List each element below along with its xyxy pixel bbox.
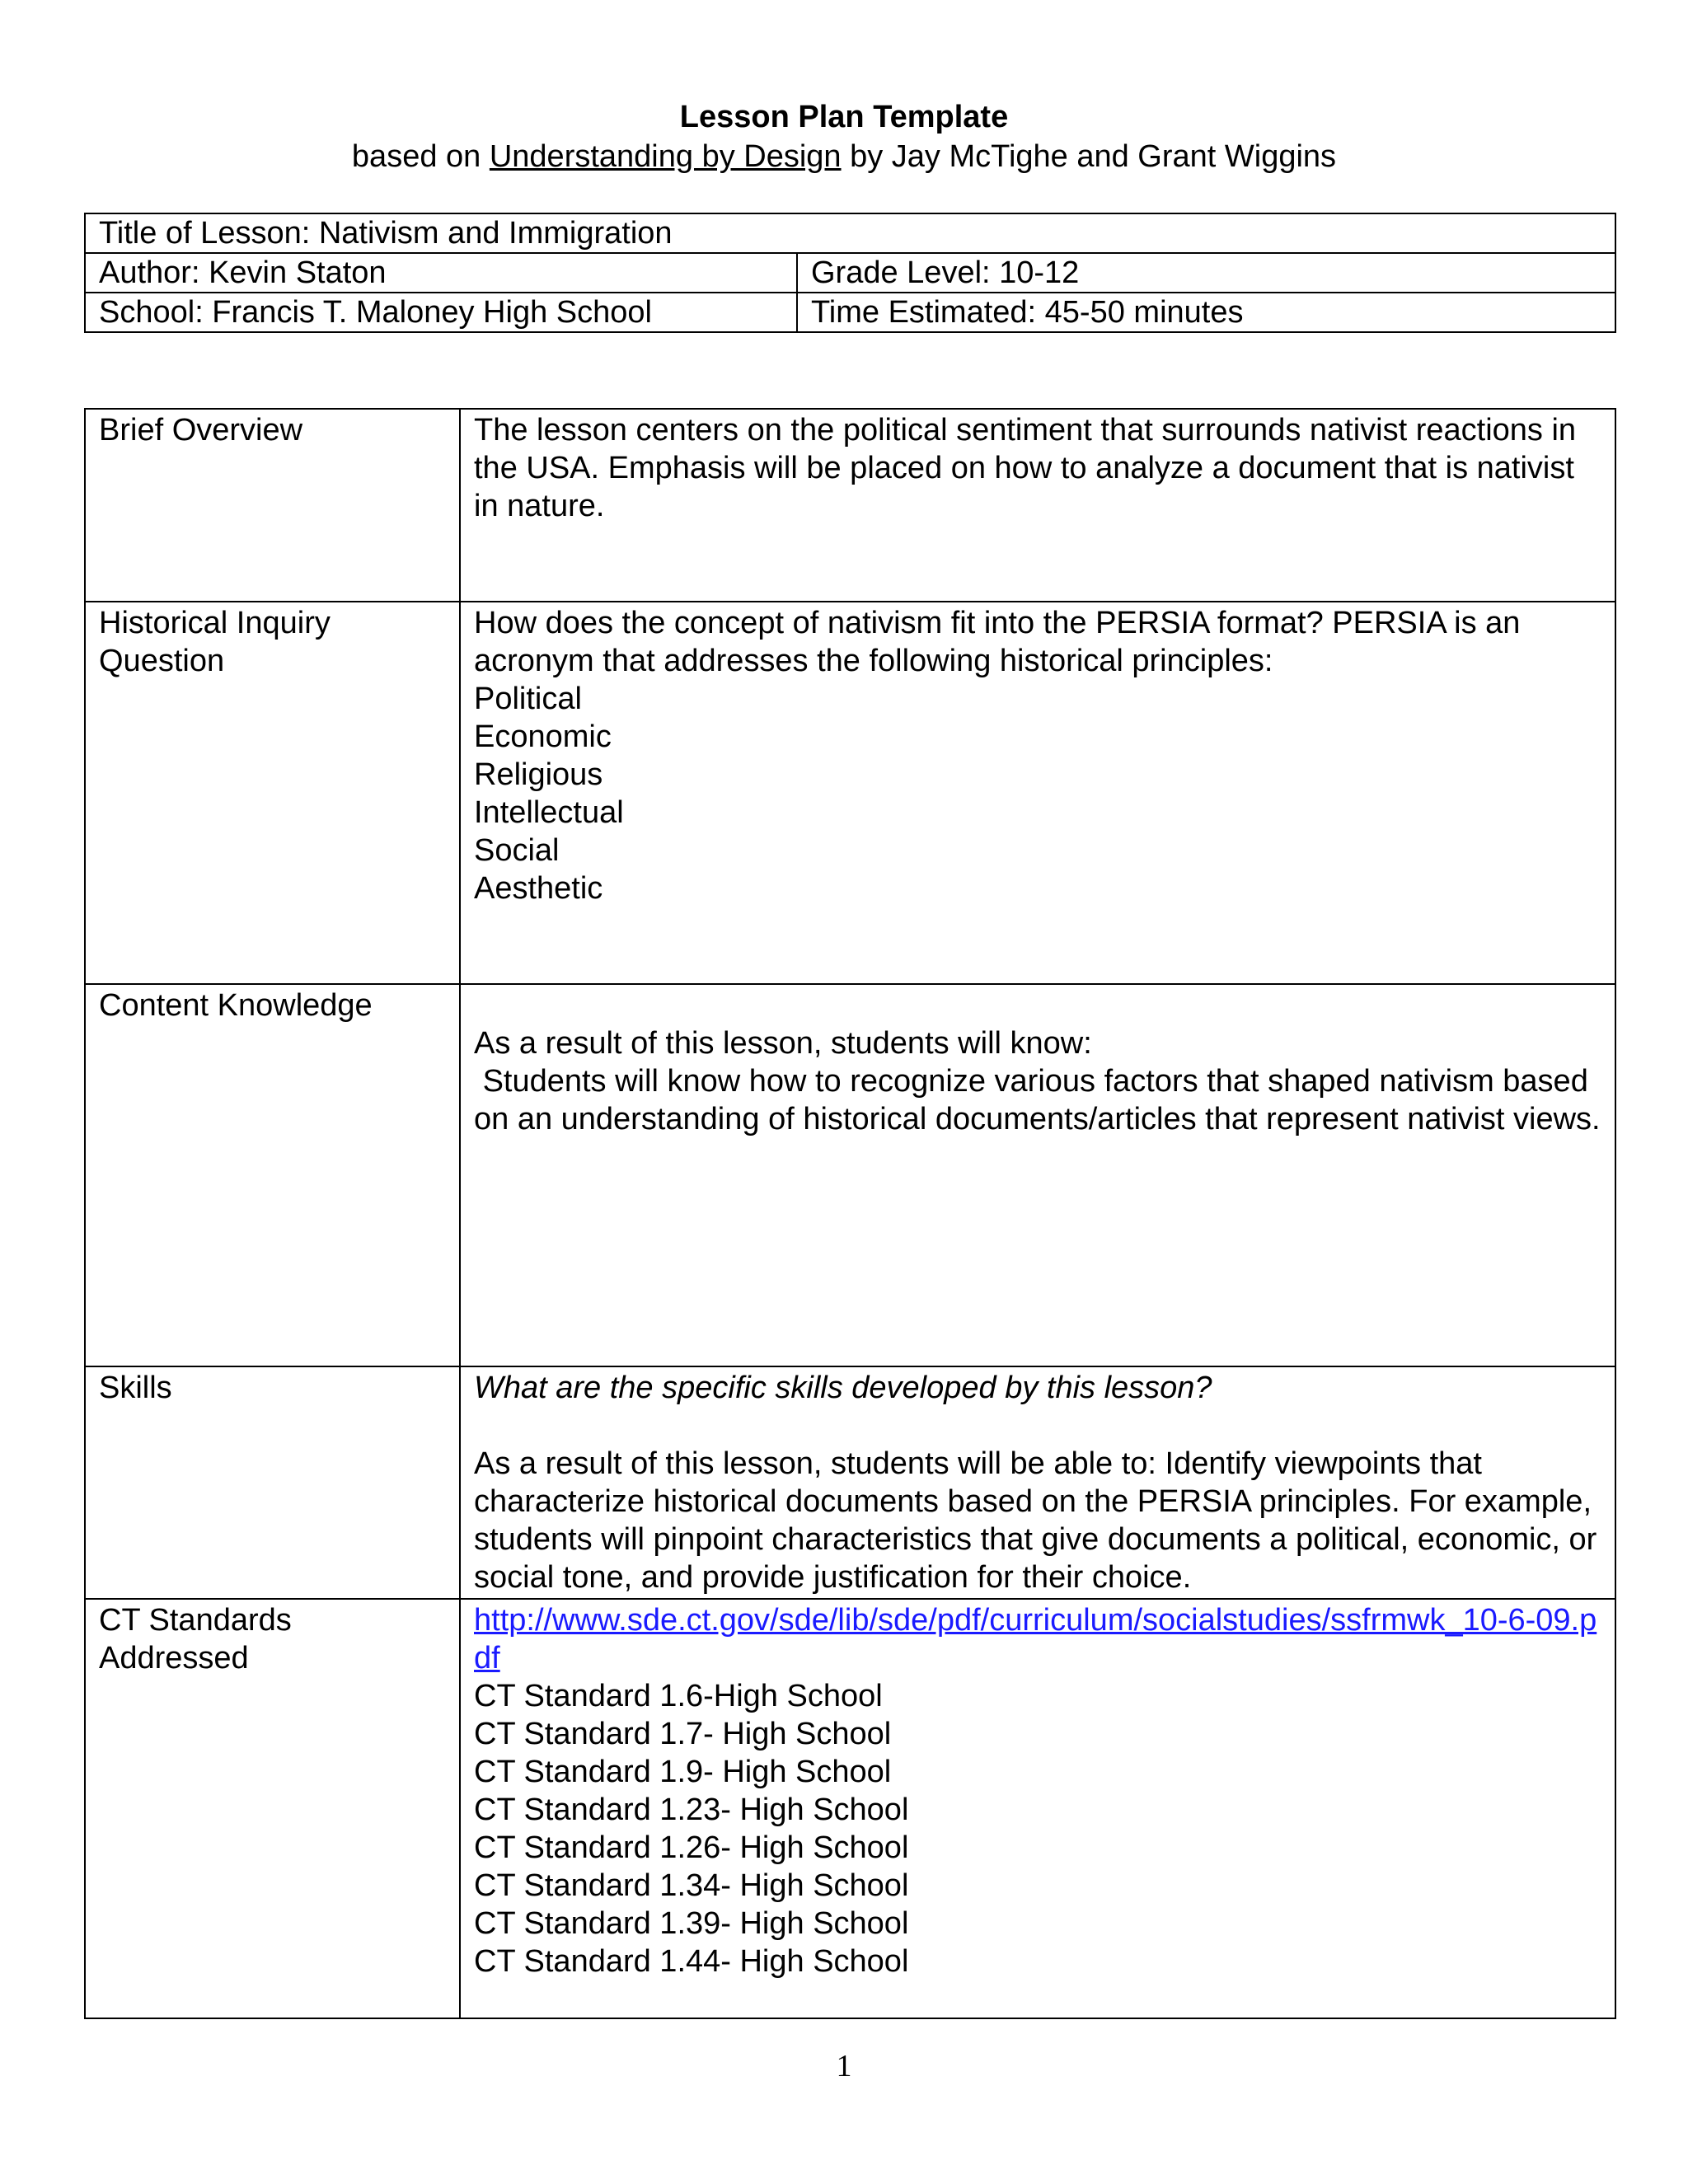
info-row-title (85, 213, 1615, 253)
skills-text: As a result of this lesson, students will be able to: Identify viewpoints that characterize historical documents based on the PERSIA principles. For example, students will pinpoint characteristics that give documents a political, economic, or social tone, and provide justification for their choice. (474, 1446, 1597, 1595)
standard-item: CT Standard 1.7- High School (474, 1717, 892, 1751)
content-knowledge-label: Content Knowledge (85, 984, 460, 1366)
content-knowledge-text: Students will know how to recognize various factors that shaped nativism based on an understanding of historical documents/articles that represent nativist views. (474, 1064, 1601, 1137)
content-knowledge-intro: As a result of this lesson, students will know: (474, 1026, 1092, 1061)
info-row-author (85, 253, 1615, 293)
principle-item: Economic (474, 719, 612, 754)
skills-question: What are the specific skills developed by this lesson? (474, 1371, 1212, 1405)
standard-item: CT Standard 1.26- High School (474, 1830, 909, 1865)
author: Author: Kevin Staton (85, 253, 797, 293)
principle-item: Aesthetic (474, 871, 603, 906)
standards-content (460, 1599, 1615, 2018)
time-estimated: Time Estimated: 45-50 minutes (797, 293, 1615, 332)
content-knowledge-row (85, 984, 1615, 1366)
principle-item: Intellectual (474, 795, 624, 830)
inquiry-content (460, 602, 1615, 984)
byline-prefix: based on (351, 139, 490, 174)
inquiry-row (85, 602, 1615, 984)
byline-book-title: Understanding by Design (489, 139, 842, 174)
standard-item: CT Standard 1.23- High School (474, 1793, 909, 1827)
standard-item: CT Standard 1.6-High School (474, 1679, 883, 1713)
skills-content (460, 1366, 1615, 1599)
principle-item: Social (474, 833, 560, 868)
info-row-school (85, 293, 1615, 332)
inquiry-label: Historical Inquiry Question (85, 602, 460, 984)
document-header (0, 97, 1688, 176)
title-of-lesson: Title of Lesson: Nativism and Immigration (85, 213, 1615, 253)
skills-row (85, 1366, 1615, 1599)
byline-suffix: by Jay McTighe and Grant Wiggins (841, 139, 1337, 174)
standard-item: CT Standard 1.39- High School (474, 1906, 909, 1941)
standards-link[interactable]: http://www.sde.ct.gov/sde/lib/sde/pdf/curriculum/socialstudies/ssfrmwk_10-6-09.pdf (474, 1603, 1597, 1675)
standard-item: CT Standard 1.44- High School (474, 1944, 909, 1979)
school: School: Francis T. Maloney High School (85, 293, 797, 332)
page-number: 1 (836, 2049, 852, 2083)
standards-label: CT Standards Addressed (85, 1599, 460, 2018)
inquiry-question: How does the concept of nativism fit into the PERSIA format? PERSIA is an acronym that addresses the following historical principles: (474, 606, 1521, 678)
standards-row (85, 1599, 1615, 2018)
lesson-info-table (84, 213, 1616, 333)
document-title: Lesson Plan Template (679, 100, 1009, 134)
principle-item: Political (474, 682, 582, 716)
principle-item: Religious (474, 757, 603, 792)
overview-row (85, 409, 1615, 602)
standard-item: CT Standard 1.34- High School (474, 1868, 909, 1903)
lesson-plan-table (84, 408, 1616, 2019)
overview-label: Brief Overview (85, 409, 460, 602)
grade-level: Grade Level: 10-12 (797, 253, 1615, 293)
skills-label: Skills (85, 1366, 460, 1599)
standard-item: CT Standard 1.9- High School (474, 1755, 892, 1789)
document-byline (0, 137, 1688, 176)
content-knowledge-content (460, 984, 1615, 1366)
overview-text: The lesson centers on the political sentiment that surrounds nativist reactions in the USA. Emphasis will be placed on how to analyze a document that is nativist in nature. (460, 409, 1615, 602)
